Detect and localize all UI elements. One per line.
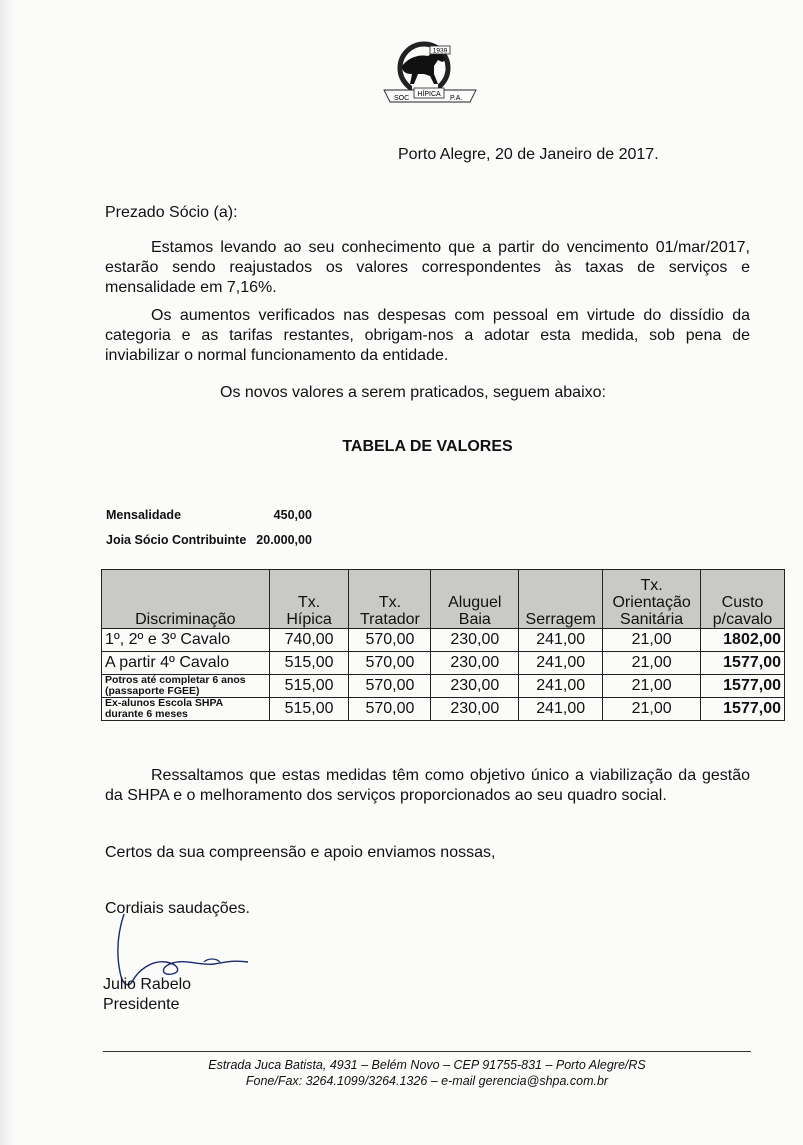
cell-aluguel-baia: 230,00 (431, 698, 519, 721)
summary-value: 20.000,00 (256, 532, 312, 547)
cell-custo: 1577,00 (701, 698, 785, 721)
cell-tx-hipica: 515,00 (269, 675, 349, 698)
logo-year: 1939 (432, 47, 448, 55)
club-logo (380, 40, 480, 108)
row-label: Ex-alunos Escola SHPA durante 6 meses (102, 698, 270, 721)
logo-center-text: HÍPICA (417, 91, 441, 98)
header-custo-por-cavalo: Custo p/cavalo (701, 570, 785, 629)
cell-tx-sanitaria: 21,00 (603, 652, 701, 675)
logo-right-text: P.A. (450, 95, 463, 102)
summary-row (106, 527, 312, 552)
table-row (102, 698, 785, 721)
cell-serragem: 241,00 (519, 675, 603, 698)
header-aluguel-baia: Aluguel Baia (431, 570, 519, 629)
cell-tx-hipica: 515,00 (269, 698, 349, 721)
logo-left-text: SOC (394, 95, 410, 102)
table-title: TABELA DE VALORES (342, 438, 513, 455)
cell-serragem: 241,00 (519, 698, 603, 721)
paragraph-adjustment: Estamos levando ao seu conhecimento que a partir do vencimento 01/mar/2017, estarão sendo reajustados os valores correspondentes às taxas de serviços e mensalidade em 7,16%. (105, 239, 750, 296)
cell-aluguel-baia: 230,00 (431, 652, 519, 675)
cell-tx-tratador: 570,00 (349, 675, 431, 698)
signer-name: Julio Rabelo (103, 976, 192, 993)
summary-label: Mensalidade (106, 507, 182, 522)
summary-label: Joia Sócio Contribuinte (106, 532, 247, 547)
summary-value: 450,00 (273, 507, 312, 522)
summary-row (106, 502, 312, 527)
signer-block (103, 975, 191, 1015)
signer-title: Presidente (103, 996, 180, 1013)
date-line: Porto Alegre, 20 de Janeiro de 2017. (398, 146, 659, 163)
footer-divider (103, 1051, 751, 1052)
cell-tx-hipica: 740,00 (269, 629, 349, 652)
cell-tx-tratador: 570,00 (349, 629, 431, 652)
cell-custo: 1577,00 (701, 675, 785, 698)
cell-tx-tratador: 570,00 (349, 698, 431, 721)
cell-aluguel-baia: 230,00 (431, 629, 519, 652)
cell-tx-sanitaria: 21,00 (603, 675, 701, 698)
regards: Cordiais saudações. (105, 900, 250, 917)
greeting: Prezado Sócio (a): (105, 204, 238, 221)
table-row (102, 675, 785, 698)
header-tx-orientacao-sanitaria: Tx. Orientação Sanitária (603, 570, 701, 629)
cell-tx-tratador: 570,00 (349, 652, 431, 675)
header-tx-tratador: Tx. Tratador (349, 570, 431, 629)
cell-tx-sanitaria: 21,00 (603, 698, 701, 721)
values-table (101, 569, 785, 721)
row-label: A partir 4º Cavalo (102, 652, 270, 675)
table-row (102, 629, 785, 652)
table-header-row (102, 570, 785, 629)
footer (103, 1057, 751, 1089)
summary-values (106, 502, 312, 552)
horse-silhouette (402, 47, 448, 84)
footer-address: Estrada Juca Batista, 4931 – Belém Novo – CEP 91755-831 – Porto Alegre/RS (208, 1058, 646, 1072)
cell-serragem: 241,00 (519, 652, 603, 675)
header-discriminacao: Discriminação (102, 570, 270, 629)
cell-custo: 1577,00 (701, 652, 785, 675)
header-tx-hipica: Tx. Hípica (269, 570, 349, 629)
paragraph-reasons: Os aumentos verificados nas despesas com pessoal em virtude do dissídio da categoria e as tarifas restantes, obrigam-nos a adotar esta medida, sob pena de inviabilizar o normal funcionamento da entidade. (105, 307, 750, 364)
row-label: Potros até completar 6 anos (passaporte FGEE) (102, 675, 270, 698)
cell-aluguel-baia: 230,00 (431, 675, 519, 698)
paragraph-closing: Ressaltamos que estas medidas têm como objetivo único a viabilização da gestão da SHPA e o melhoramento dos serviços proporcionados ao seu quadro social. (105, 767, 750, 804)
table-row (102, 652, 785, 675)
cell-tx-hipica: 515,00 (269, 652, 349, 675)
closing-line: Certos da sua compreensão e apoio enviamos nossas, (105, 844, 496, 861)
scan-edge-shadow (0, 0, 14, 1145)
cell-serragem: 241,00 (519, 629, 603, 652)
row-label: 1º, 2º e 3º Cavalo (102, 629, 270, 652)
cell-tx-sanitaria: 21,00 (603, 629, 701, 652)
intro-line: Os novos valores a serem praticados, seguem abaixo: (220, 384, 606, 401)
cell-custo: 1802,00 (701, 629, 785, 652)
footer-contact: Fone/Fax: 3264.1099/3264.1326 – e-mail gerencia@shpa.com.br (245, 1074, 609, 1088)
header-serragem: Serragem (519, 570, 603, 629)
